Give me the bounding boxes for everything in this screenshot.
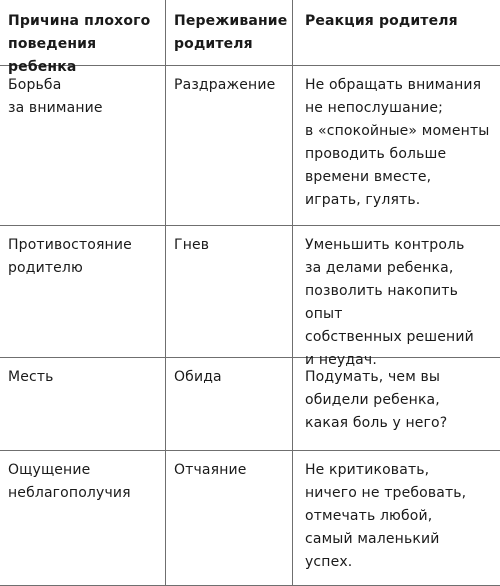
table-row bbox=[0, 451, 500, 586]
header-reaction-label: Реакция родителя bbox=[305, 13, 458, 29]
header-feeling-label: Переживание родителя bbox=[174, 13, 288, 52]
cause-text: Ощущение неблагополучия bbox=[8, 462, 131, 501]
cause-cell bbox=[0, 226, 165, 357]
feeling-cell bbox=[165, 358, 292, 450]
cause-text: Месть bbox=[8, 369, 54, 385]
feeling-cell bbox=[165, 226, 292, 357]
header-cell-reaction bbox=[292, 0, 500, 65]
header-cell-feeling bbox=[165, 0, 292, 65]
feeling-text: Раздражение bbox=[174, 77, 276, 93]
feeling-cell bbox=[165, 66, 292, 225]
reaction-cell bbox=[292, 358, 500, 450]
header-cell-cause bbox=[0, 0, 165, 75]
reaction-text: Уменьшить контроль за делами ребенка, позволить накопить опыт собственных решений и неудач. bbox=[305, 237, 474, 368]
feeling-text: Обида bbox=[174, 369, 222, 385]
feeling-text: Отчаяние bbox=[174, 462, 247, 478]
table-header-row bbox=[0, 0, 500, 75]
cause-cell bbox=[0, 358, 165, 450]
reaction-cell bbox=[292, 451, 500, 585]
reaction-cell bbox=[292, 66, 500, 225]
header-cause-label: Причина плохого поведения ребенка bbox=[8, 13, 151, 75]
reaction-text: Не критиковать, ничего не требовать, отмечать любой, самый маленький успех. bbox=[305, 462, 467, 570]
table-row bbox=[0, 358, 500, 451]
cause-text: Противостояние родителю bbox=[8, 237, 132, 276]
feeling-text: Гнев bbox=[174, 237, 210, 253]
table-row bbox=[0, 226, 500, 368]
cause-cell bbox=[0, 66, 165, 225]
reaction-text: Подумать, чем вы обидели ребенка, какая боль у него? bbox=[305, 369, 448, 431]
reaction-cell bbox=[292, 226, 500, 368]
cause-text: Борьба за внимание bbox=[8, 77, 103, 116]
reaction-text: Не обращать внимания не непослушание; в «спокойные» моменты проводить больше времени вместе, играть, гулять. bbox=[305, 77, 490, 208]
feeling-cell bbox=[165, 451, 292, 585]
cause-cell bbox=[0, 451, 165, 585]
table-row bbox=[0, 66, 500, 226]
